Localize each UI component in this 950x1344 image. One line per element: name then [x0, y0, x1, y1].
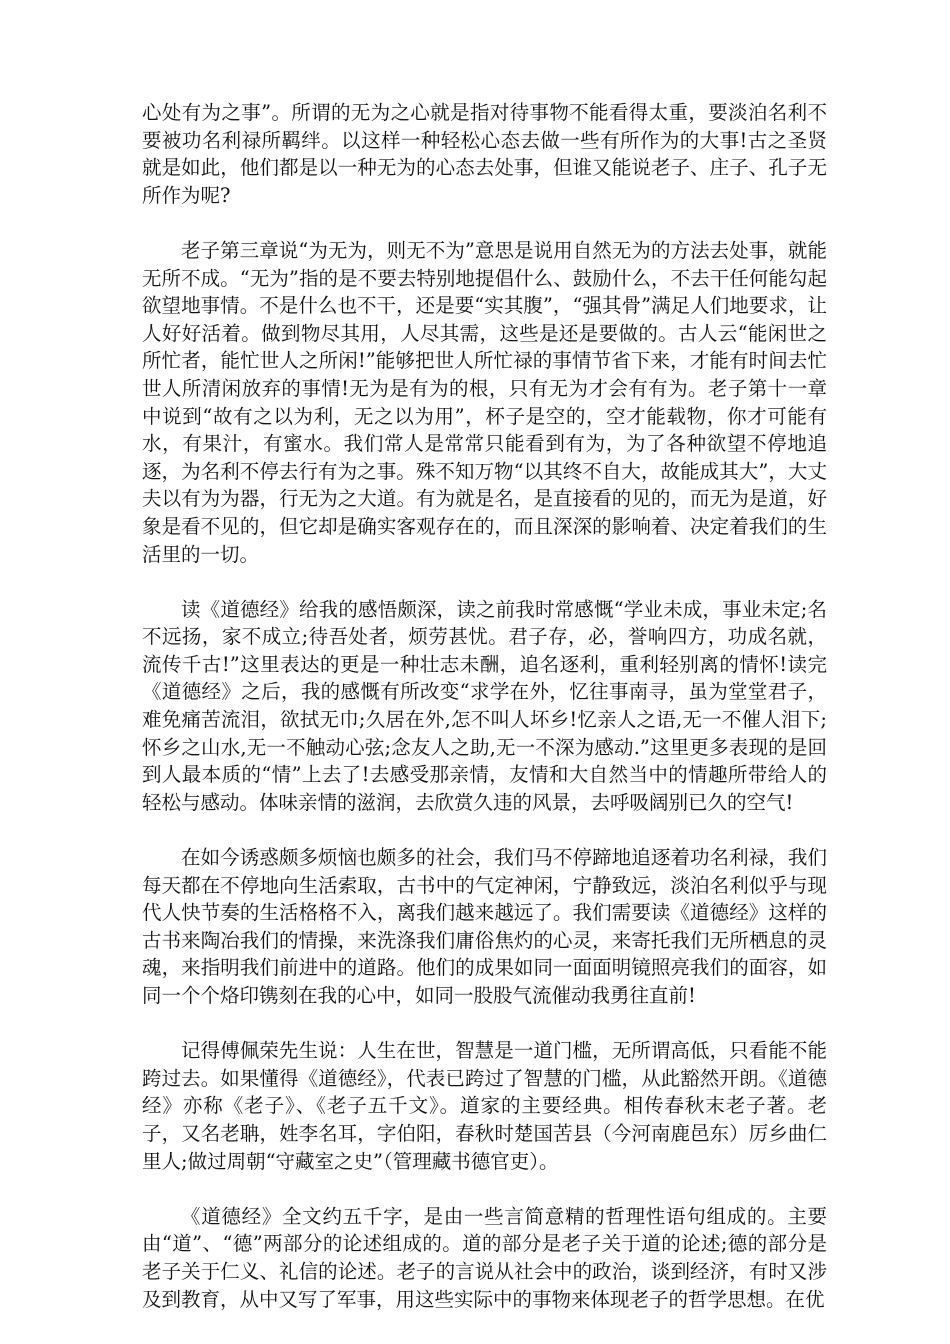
paragraph-6: 《道德经》全文约五千字，是由一些言简意精的哲理性语句组成的。主要由“道”、“德”两部分的论述组成的。道的部分是老子关于道的论述;德的部分是老子关于仁义、礼信的论述。老子的言说从社会中的政治，谈到经济，有时又涉及到教育，从中又写了军事，用这些实际中的事物来体现老子的哲学思想。在优 [142, 1204, 827, 1311]
paragraph-3: 读《道德经》给我的感悟颇深，读之前我时常感慨“学业未成，事业未定;名不远扬，家不成立;待吾处者，烦劳甚忧。君子存，必，誉响四方，功成名就，流传千古!”这里表达的更是一种壮志未酬，追名逐利，重利轻别离的情怀!读完《道德经》之后，我的感慨有所改变“求学在外，忆往事南寻，虽为堂堂君子，难免痛苦流泪，欲拭无巾;久居在外,怎不叫人坏乡!忆亲人之语,无一不催人泪下;怀乡之山水,无一不触动心弦;念友人之助,无一不深为感动.”这里更多表现的是回到人最本质的“情”上去了!去感受那亲情，友情和大自然当中的情趣所带给人的轻松与感动。体味亲情的滋润，去欣赏久违的风景，去呼吸阔别已久的空气! [142, 597, 827, 814]
paragraph-2: 老子第三章说“为无为，则无不为”意思是说用自然无为的方法去处事，就能无所不成。“无为”指的是不要去特别地提倡什么、鼓励什么，不去干任何能勾起欲望地事情。不是什么也不干，还是要“实其腹”，“强其骨”满足人们地要求，让人好好活着。做到物尽其用，人尽其需，这些是还是要做的。古人云“能闲世之所忙者，能忙世人之所闲!”能够把世人所忙禄的事情节省下来，才能有时间去忙世人所清闲放弃的事情!无为是有为的根，只有无为才会有有为。老子第十一章中说到“故有之以为利，无之以为用”，杯子是空的，空才能载物，你才可能有水，有果汁，有蜜水。我们常人是常常只能看到有为，为了各种欲望不停地追逐，为名利不停去行有为之事。殊不知万物“以其终不自大，故能成其大”，大丈夫以有为为器，行无为之大道。有为就是名，是直接看的见的，而无为是道，好象是看不见的，但它却是确实客观存在的，而且深深的影响着、决定着我们的生活里的一切。 [142, 238, 827, 566]
paragraph-5: 记得傅佩荣先生说：人生在世，智慧是一道门槛，无所谓高低，只看能不能跨过去。如果懂得《道德经》，代表已跨过了智慧的门槛，从此豁然开朗。《道德经》亦称《老子》、《老子五千文》。道家的主要经典。相传春秋末老子著。老子，又名老聃，姓李名耳，字伯阳，春秋时楚国苦县（今河南鹿邑东）厉乡曲仁里人;做过周朝“守藏室之史”（管理藏书德官吏）。 [142, 1039, 827, 1173]
paragraph-4: 在如今诱惑颇多烦恼也颇多的社会，我们马不停蹄地追逐着功名利禄，我们每天都在不停地向生活索取，古书中的气定神闲，宁静致远，淡泊名利似乎与现代人快节奏的生活格格不入，离我们越来越远了。我们需要读《道德经》这样的古书来陶冶我们的情操，来洗涤我们庸俗焦灼的心灵，来寄托我们无所栖息的灵魂，来指明我们前进中的道路。他们的成果如同一面面明镜照亮我们的面容，如同一个个烙印镌刻在我的心中，如同一股股气流催动我勇往直前! [142, 846, 827, 1007]
paragraph-1: 心处有为之事”。所谓的无为之心就是指对待事物不能看得太重，要淡泊名利不要被功名利禄所羁绊。以这样一种轻松心态去做一些有所作为的大事!古之圣贤就是如此，他们都是以一种无为的心态去处事，但谁又能说老子、庄子、孔子无所作为呢? [142, 101, 827, 207]
document-page [142, 99, 827, 1313]
